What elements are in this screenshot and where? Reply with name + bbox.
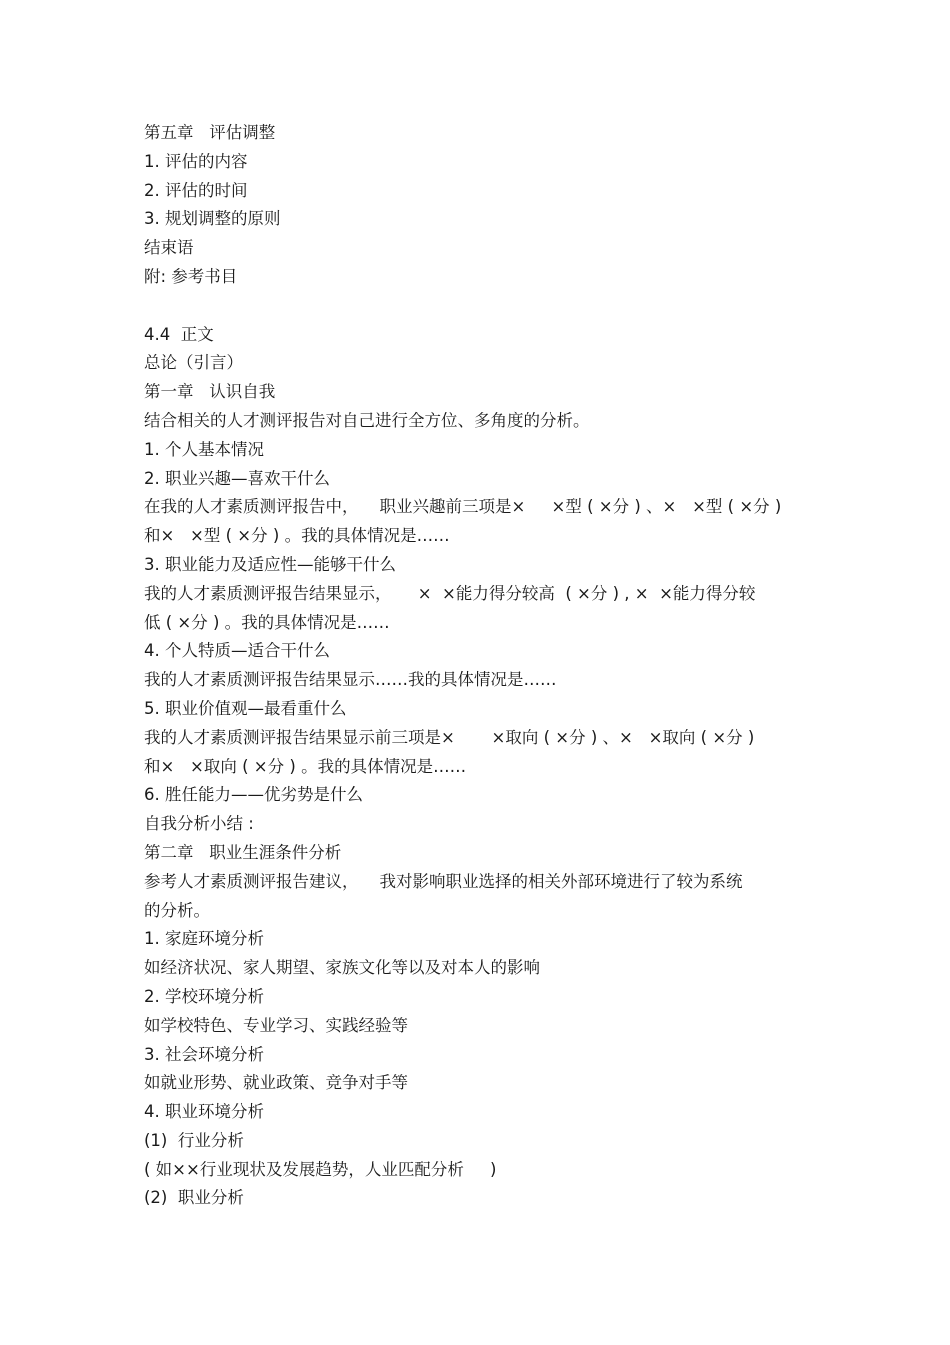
list-item: 2. 评估的时间 <box>144 180 248 200</box>
section-heading: 自我分析小结 : <box>144 814 254 834</box>
paragraph-line: 如经济状况、家人期望、家族文化等以及对本人的影响 <box>144 958 540 978</box>
list-item: 1. 评估的内容 <box>144 151 248 171</box>
list-item: 3. 职业能力及适应性—能够干什么 <box>144 554 396 574</box>
section-heading: 附: 参考书目 <box>144 266 238 286</box>
paragraph-line: 我的人才素质测评报告结果显示……我的具体情况是…… <box>144 670 557 690</box>
sub-list-item: (2) 职业分析 <box>144 1188 244 1208</box>
section-heading: 总论（引言） <box>144 353 243 373</box>
chapter-heading: 第五章 评估调整 <box>144 123 276 142</box>
list-item: 4. 个人特质—适合干什么 <box>144 641 330 661</box>
list-item: 6. 胜任能力——优劣势是什么 <box>144 785 363 805</box>
paragraph-line: 我的人才素质测评报告结果显示前三项是× ×取向 ( ×分 ) 、× ×取向 ( ×分 ) <box>144 727 755 747</box>
paragraph-line: 和× ×型 ( ×分 ) 。我的具体情况是…… <box>144 526 450 546</box>
list-item: 3. 规划调整的原则 <box>144 209 281 229</box>
list-item: 5. 职业价值观—最看重什么 <box>144 698 347 718</box>
paragraph-line: 如就业形势、就业政策、竞争对手等 <box>144 1073 408 1093</box>
paragraph-line: 参考人才素质测评报告建议， 我对影响职业选择的相关外部环境进行了较为系统 <box>144 871 743 891</box>
list-item: 2. 职业兴趣—喜欢干什么 <box>144 468 330 488</box>
list-item: 4. 职业环境分析 <box>144 1102 264 1122</box>
paragraph-line: 结合相关的人才测评报告对自己进行全方位、多角度的分析。 <box>144 410 590 430</box>
paragraph-line: 在我的人才素质测评报告中， 职业兴趣前三项是× ×型 ( ×分 ) 、× ×型 ( ×分 ) <box>144 497 782 517</box>
paragraph-line: 低 ( ×分 ) 。我的具体情况是…… <box>144 612 390 632</box>
chapter-heading: 第一章 认识自我 <box>144 382 276 402</box>
paragraph-line: 如学校特色、专业学习、实践经验等 <box>144 1015 408 1035</box>
section-heading: 4.4 正文 <box>144 324 214 344</box>
list-item: 1. 家庭环境分析 <box>144 929 264 949</box>
list-item: 2. 学校环境分析 <box>144 986 264 1006</box>
blank-line <box>144 292 824 321</box>
paragraph-line: 的分析。 <box>144 900 210 920</box>
paragraph-line: ( 如××行业现状及发展趋势，人业匹配分析 ) <box>144 1159 497 1179</box>
chapter-heading: 第二章 职业生涯条件分析 <box>144 842 342 862</box>
list-item: 1. 个人基本情况 <box>144 439 264 459</box>
section-heading: 结束语 <box>144 238 194 258</box>
document-page <box>144 119 824 1213</box>
list-item: 3. 社会环境分析 <box>144 1044 264 1064</box>
sub-list-item: (1) 行业分析 <box>144 1130 244 1150</box>
paragraph-line: 和× ×取向 ( ×分 ) 。我的具体情况是…… <box>144 756 467 776</box>
paragraph-line: 我的人才素质测评报告结果显示， × ×能力得分较高 ( ×分 ) , × ×能力得分较 <box>144 583 756 603</box>
